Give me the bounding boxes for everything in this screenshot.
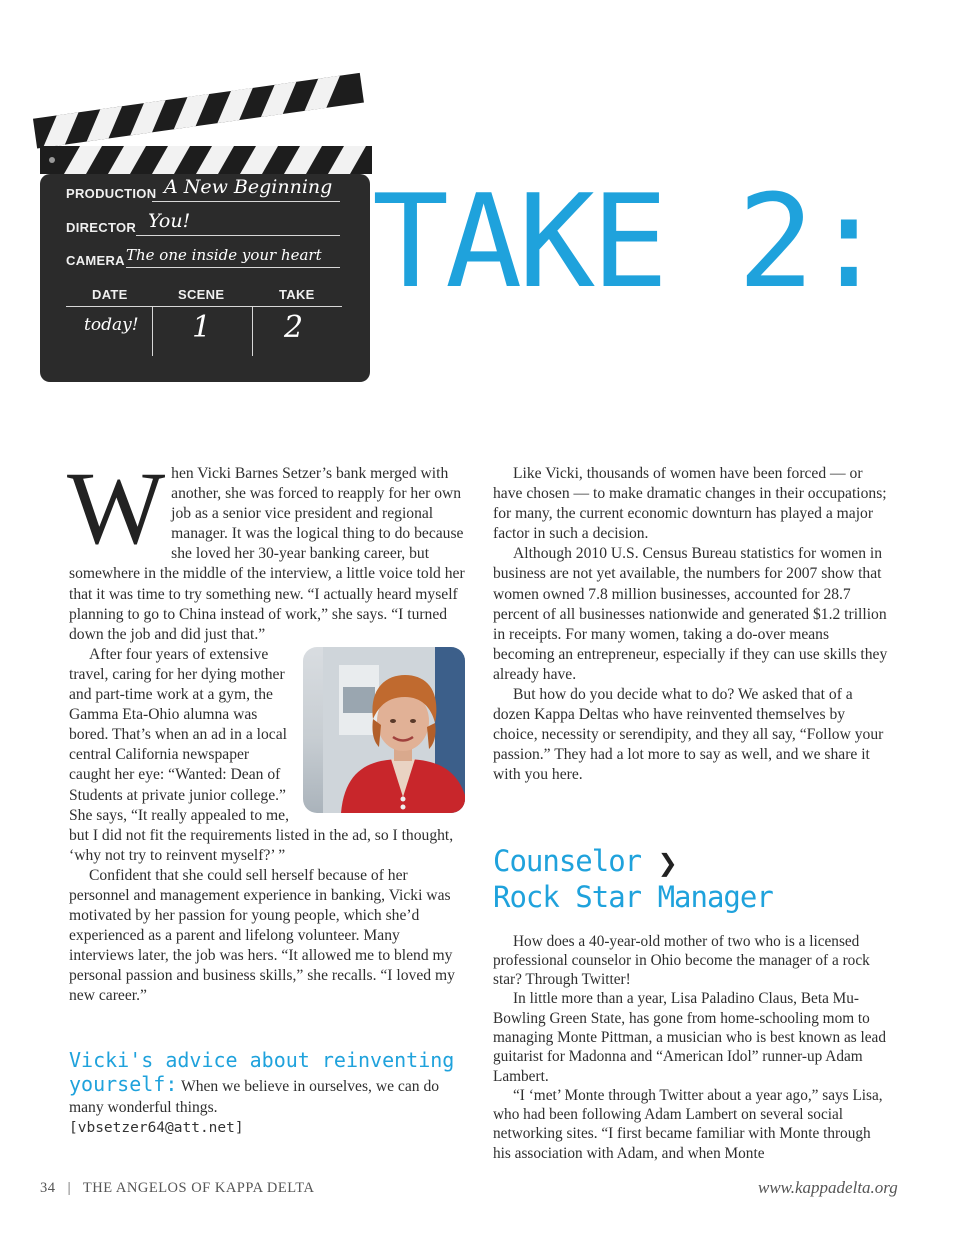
- director-label: DIRECTOR: [66, 220, 137, 235]
- footer-website[interactable]: www.kappadelta.org: [758, 1178, 898, 1197]
- section-heading-line2: Rock Star Manager: [493, 879, 773, 914]
- section-body: [493, 932, 891, 1164]
- grid-line: [66, 306, 342, 307]
- advice-email: [vbsetzer64@att.net]: [69, 1120, 244, 1137]
- page-number: 34: [40, 1180, 56, 1196]
- advice-heading: Vicki's advice about reinventing yourself:: [69, 1047, 455, 1097]
- paragraph: Confident that she could sell herself because of her personnel and management experience in banking, Vicki was motivated by her passion for young people, which she’d experienced as a parent and lifelong volunteer. Many interviews later, the job was hers. “It allowed me to blend my personal passion and business skills,” she recalls. “I loved my new career.”: [69, 866, 455, 1005]
- intro-text: hen Vicki Barnes Setzer’s bank merged with another, she was forced to reapply for her own job as a senior vice president and regional manager. It was the logical thing to do because she loved her 30-year banking career, but somewhere in the middle of the interview, a little voice told her that it was time to try something new. “I actually heard myself planning to go to China instead of work,” she says. “I turned down the job and did just that.”: [69, 465, 465, 643]
- production-value: A New Beginning: [164, 176, 333, 198]
- section-heading-line1: Counselor: [493, 843, 642, 878]
- camera-label: CAMERA: [66, 253, 125, 268]
- camera-value: The one inside your heart: [126, 246, 322, 264]
- production-line: [152, 201, 340, 202]
- chevron-right-icon: ❯: [657, 848, 677, 877]
- paragraph: Although 2010 U.S. Census Bureau statistics for women in business are not yet available, the numbers for 2007 show that women owned 7.8 million businesses, accounted for 28.7 percent of all businesses nationwide and generated $1.2 trillion in receipts. For many women, taking a do-over means becoming an entrepreneur, especially if they can use skills they already have.: [493, 545, 888, 683]
- date-label: DATE: [92, 287, 128, 302]
- scene-label: SCENE: [178, 287, 225, 302]
- take-value: 2: [284, 310, 304, 345]
- camera-line: [126, 267, 340, 268]
- section-heading: [493, 844, 891, 914]
- left-column: [67, 451, 465, 1139]
- advice-callout: [69, 1049, 465, 1139]
- footer-separator: |: [67, 1180, 72, 1196]
- scene-value: 1: [192, 310, 212, 345]
- take-label: TAKE: [279, 287, 315, 302]
- paragraph: But how do you decide what to do? We asked that of a dozen Kappa Deltas who have reinvented themselves by choice, necessity or serendipity, and they all say, “Follow your passion.” They had a lot more to say as well, and we share it with you here.: [493, 686, 884, 784]
- footer-publication: [40, 1180, 314, 1197]
- grid-divider: [252, 306, 253, 356]
- production-label: PRODUCTION: [66, 186, 157, 201]
- paragraph: In little more than a year, Lisa Paladino Claus, Beta Mu-Bowling Green State, has gone from home-schooling mom to managing Monte Pittman, a musician who is best known as lead guitarist for Madonna and “American Idol” runner-up Adam Lambert.: [493, 990, 886, 1085]
- right-column: [493, 464, 891, 1163]
- publication-name: THE ANGELOS OF KAPPA DELTA: [82, 1180, 315, 1196]
- director-value: You!: [148, 210, 191, 232]
- page-title: TAKE 2:: [372, 168, 884, 317]
- drop-cap: W: [67, 451, 166, 566]
- advice-text: When we believe in ourselves, we can do many wonderful things.: [69, 1078, 440, 1116]
- paragraph: “I ‘met’ Monte through Twitter about a year ago,” says Lisa, who had been following Adam Lambert on several social networking sites. “I first became familiar with Monte through his association with Adam, and when Monte: [493, 1086, 883, 1162]
- portrait-photo: [303, 647, 465, 813]
- clapperboard-illustration: [30, 60, 380, 390]
- director-line: [136, 235, 340, 236]
- paragraph: Like Vicki, thousands of women have been forced — or have chosen — to make dramatic changes in their occupations; for many, the current economic downturn has played a major factor in such a decision.: [493, 465, 887, 543]
- paragraph-text: After four years of extensive travel, caring for her dying mother and part-time work at a gym, the Gamma Eta-Ohio alumna was bored. That’s when an ad in a local central California newspaper caught her eye: “Wanted: Dean of Students at private junior college.” She says, “It really appealed to me, but I did not fit the requirements listed in the ad, so I thought, ‘why not try to reinvent myself?’ ”: [69, 645, 454, 864]
- paragraph: [69, 645, 465, 866]
- date-value: today!: [84, 315, 139, 335]
- grid-divider: [152, 306, 153, 356]
- intro-paragraph: [67, 451, 465, 645]
- portrait-image: [323, 647, 465, 813]
- paragraph: How does a 40-year-old mother of two who is a licensed professional counselor in Ohio become the manager of a rock star? Through Twitter!: [493, 932, 870, 989]
